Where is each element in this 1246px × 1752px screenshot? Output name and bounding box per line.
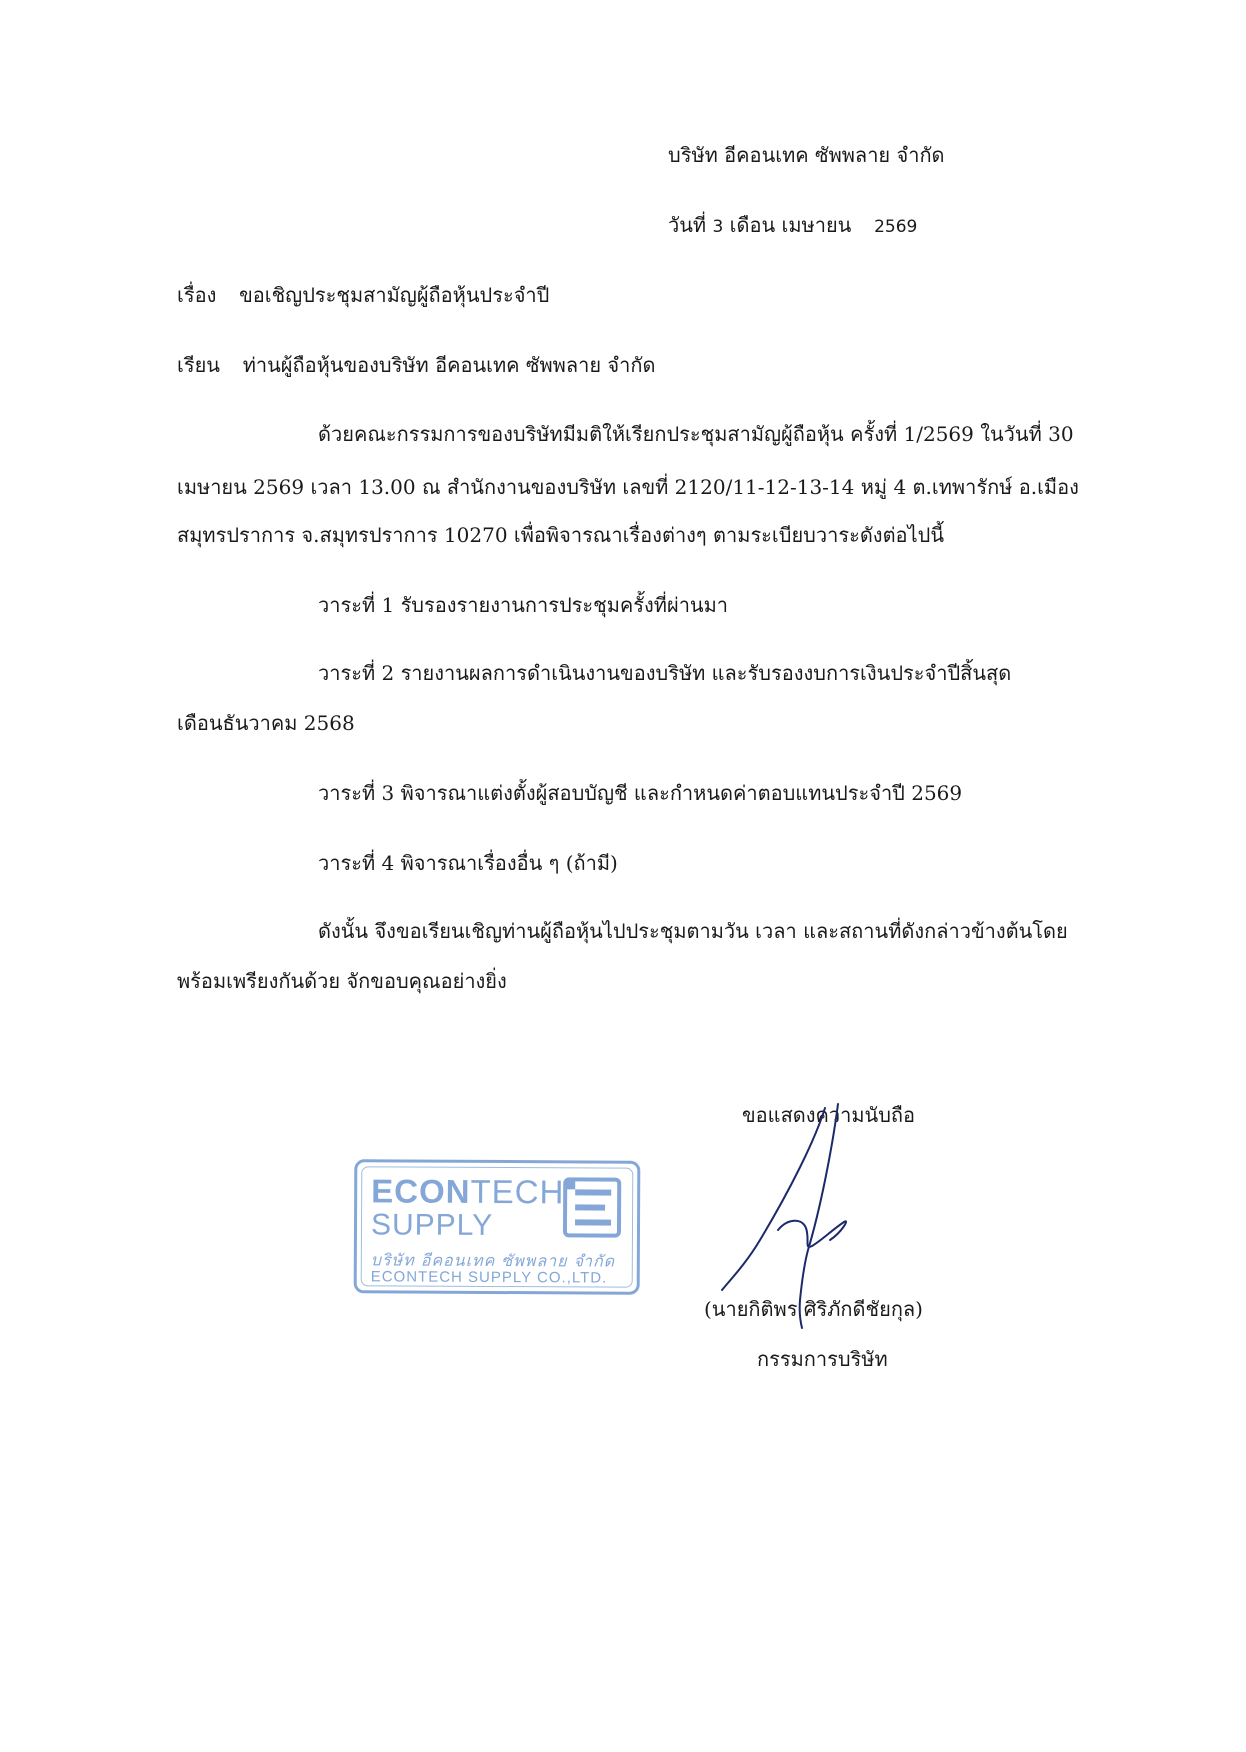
- body-line-2: เมษายน 2569 เวลา 13.00 ณ สำนักงานของบริษัท เลขที่ 2120/11-12-13-14 หมู่ 4 ต.เทพารักษ์ อ.เมือง: [177, 475, 1079, 499]
- date-day: 3: [712, 217, 724, 237]
- agenda-item-2: วาระที่ 2 รายงานผลการดำเนินงานของบริษัท และรับรองงบการเงินประจำปีสิ้นสุด: [318, 661, 1012, 685]
- regards-text: ขอแสดงความนับถือ: [742, 1103, 916, 1127]
- stamp-brand-bold: ECON: [371, 1172, 471, 1210]
- recipient-text: ท่านผู้ถือหุ้นของบริษัท อีคอนเทค ซัพพลาย จำกัด: [242, 353, 656, 377]
- date-month: เดือน เมษายน: [729, 213, 852, 237]
- company-logo-icon: [561, 1175, 623, 1239]
- letter-date: [668, 212, 917, 240]
- subject-line: [177, 282, 549, 308]
- stamp-brand-light: TECH: [470, 1172, 565, 1211]
- company-header: บริษัท อีคอนเทค ซัพพลาย จำกัด: [668, 143, 945, 167]
- signatory-position: กรรมการบริษัท: [757, 1347, 888, 1371]
- company-stamp: [354, 1159, 641, 1294]
- agenda-item-4: วาระที่ 4 พิจารณาเรื่องอื่น ๆ (ถ้ามี): [318, 851, 618, 875]
- date-prefix: วันที่: [668, 213, 707, 237]
- agenda-item-2-cont: เดือนธันวาคม 2568: [177, 711, 355, 735]
- subject-text: ขอเชิญประชุมสามัญผู้ถือหุ้นประจำปี: [239, 283, 550, 307]
- agenda-item-3: วาระที่ 3 พิจารณาแต่งตั้งผู้สอบบัญชี และกำหนดค่าตอบแทนประจำปี 2569: [318, 781, 963, 805]
- signatory-name: (นายกิติพร ศิริภักดีชัยกุล): [704, 1297, 923, 1321]
- body-line-3: สมุทรปราการ จ.สมุทรปราการ 10270 เพื่อพิจารณาเรื่องต่างๆ ตามระเบียบวาระดังต่อไปนี้: [177, 523, 944, 547]
- closing-line-1: ดังนั้น จึงขอเรียนเชิญท่านผู้ถือหุ้นไปประชุมตามวัน เวลา และสถานที่ดังกล่าวข้างต้นโดย: [318, 919, 1068, 943]
- date-year: 2569: [874, 217, 918, 237]
- subject-label: เรื่อง: [177, 283, 217, 307]
- closing-line-2: พร้อมเพรียงกันด้วย จักขอบคุณอย่างยิ่ง: [177, 969, 507, 993]
- stamp-english-name: ECONTECH SUPPLY CO.,LTD.: [370, 1268, 608, 1287]
- stamp-brand-line-1: [371, 1172, 564, 1211]
- recipient-line: [177, 352, 655, 378]
- stamp-brand-line-2: SUPPLY: [370, 1208, 494, 1242]
- recipient-label: เรียน: [177, 353, 220, 377]
- body-line-1: ด้วยคณะกรรมการของบริษัทมีมติให้เรียกประชุมสามัญผู้ถือหุ้น ครั้งที่ 1/2569 ในวันที่ 30: [318, 422, 1074, 446]
- stamp-thai-name: บริษัท อีคอนเทค ซัพพลาย จำกัด: [370, 1250, 616, 1271]
- agenda-item-1: วาระที่ 1 รับรองรายงานการประชุมครั้งที่ผ่านมา: [318, 593, 729, 617]
